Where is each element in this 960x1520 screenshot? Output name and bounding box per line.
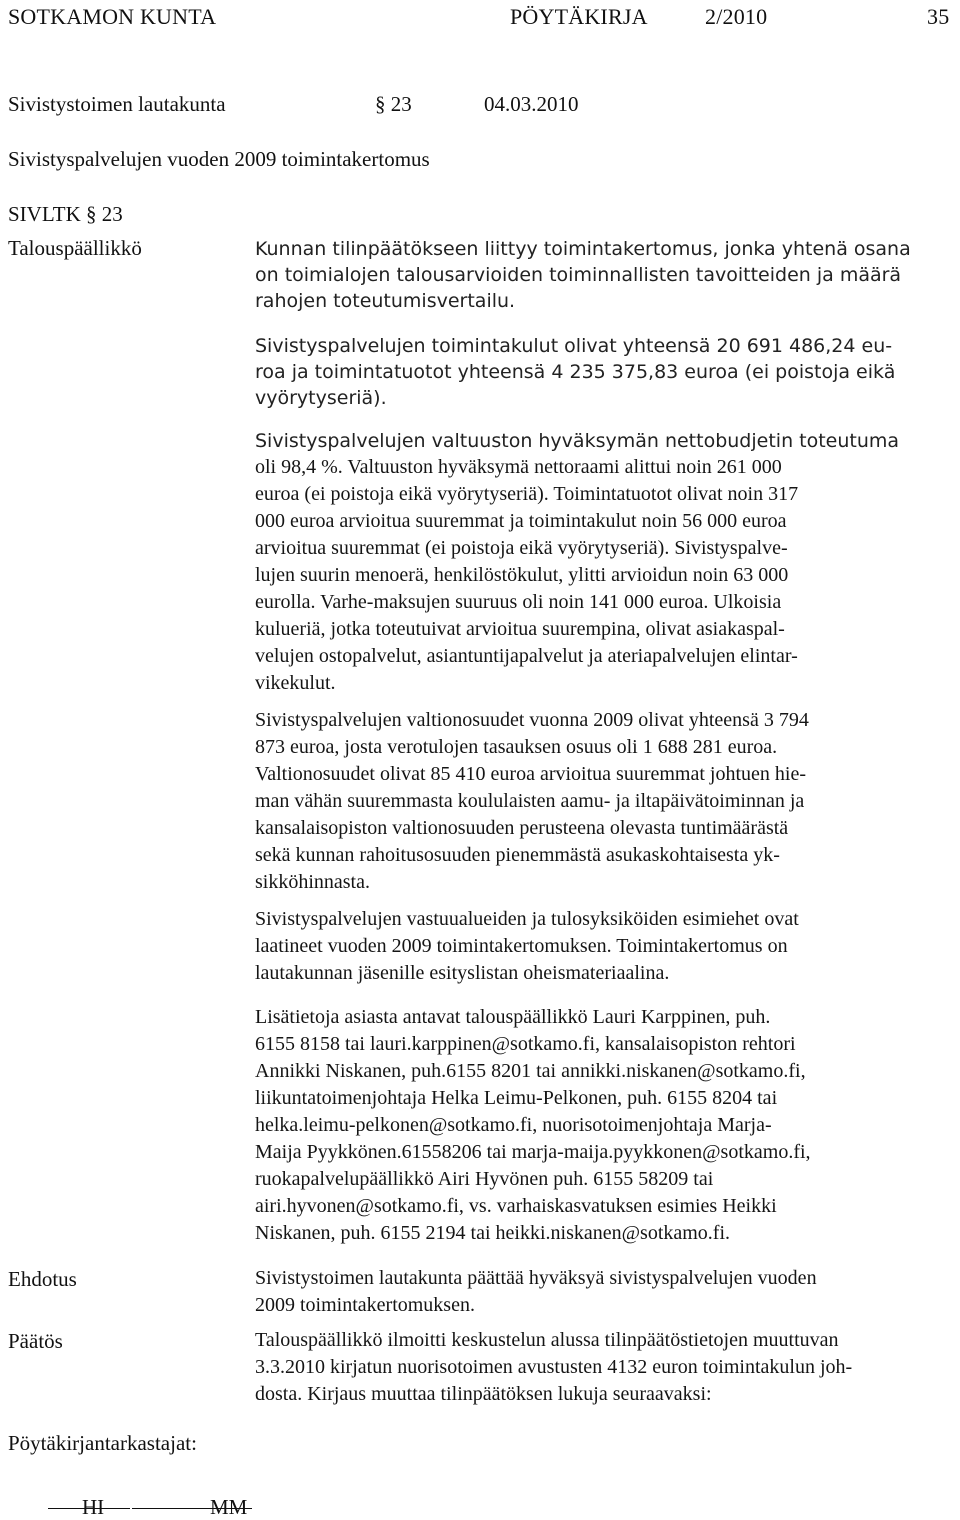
signature-initials-first: HI bbox=[82, 1495, 105, 1519]
document-title: Sivistyspalvelujen vuoden 2009 toimintakertomus bbox=[8, 147, 430, 171]
text-line: vyörytyseriä). bbox=[255, 387, 387, 409]
text-line: man vähän suuremmasta koululaisten aamu- ja iltapäivätoiminnan ja bbox=[255, 790, 805, 812]
text-line: Niskanen, puh. 6155 2194 tai heikki.niskanen@sotkamo.fi. bbox=[255, 1222, 731, 1244]
page-number: 35 bbox=[927, 4, 950, 29]
proposal-label: Ehdotus bbox=[8, 1267, 77, 1291]
text-line: roa ja toimintatuotot yhteensä 4 235 375,83 euroa (ei poistoja eikä bbox=[255, 361, 896, 383]
text-line: ruokapalvelupäällikkö Airi Hyvönen puh. 6155 58209 tai bbox=[255, 1168, 714, 1190]
text-line: 6155 8158 tai lauri.karppinen@sotkamo.fi, kansalaisopiston rehtori bbox=[255, 1033, 796, 1055]
text-line: Kunnan tilinpäätökseen liittyy toimintakertomus, jonka yhtenä osana bbox=[255, 238, 911, 260]
text-line: Lisätietoja asiasta antavat talouspäällikkö Lauri Karppinen, puh. bbox=[255, 1006, 771, 1028]
text-line: arvioitua suuremmat (ei poistoja eikä vyörytyseriä). Sivistyspalve- bbox=[255, 537, 788, 559]
text-line: eurolla. Varhe-maksujen suuruus oli noin 141 000 euroa. Ulkoisia bbox=[255, 591, 782, 613]
text-line: liikuntatoimenjohtaja Helka Leimu-Pelkonen, puh. 6155 8204 tai bbox=[255, 1087, 778, 1109]
text-line: kulueriä, jotka toteutuivat arvioitua suurempina, olivat asiakaspal- bbox=[255, 618, 785, 640]
text-line: Talouspäällikkö ilmoitti keskustelun alussa tilinpäätöstietojen muuttuvan bbox=[255, 1329, 839, 1351]
text-line: on toimialojen talousarvioiden toiminnallisten tavoitteiden ja määrä bbox=[255, 264, 902, 286]
text-line: sikköhinnasta. bbox=[255, 871, 370, 893]
text-line: lautakunnan jäsenille esityslistan oheismateriaalina. bbox=[255, 962, 670, 984]
organization-name: SOTKAMON KUNTA bbox=[8, 4, 217, 29]
text-line: kansalaisopiston valtionosuuden perusteena olevasta tuntimäärästä bbox=[255, 817, 789, 839]
document-number: 2/2010 bbox=[705, 4, 768, 29]
text-line: euroa (ei poistoja eikä vyörytyseriä). Toimintatuotot olivat noin 317 bbox=[255, 483, 799, 505]
text-line: Sivistyspalvelujen valtionosuudet vuonna 2009 olivat yhteensä 3 794 bbox=[255, 709, 809, 731]
meeting-date: 04.03.2010 bbox=[484, 92, 579, 116]
text-line: oli 98,4 %. Valtuuston hyväksymä nettoraami alittui noin 261 000 bbox=[255, 456, 782, 478]
text-line: 2009 toimintakertomuksen. bbox=[255, 1294, 475, 1316]
text-line: Sivistyspalvelujen valtuuston hyväksymän nettobudjetin toteutuma bbox=[255, 430, 900, 452]
text-line: 873 euroa, josta verotulojen tasauksen osuus oli 1 688 281 euroa. bbox=[255, 736, 778, 758]
text-line: laatineet vuoden 2009 toimintakertomuksen. Toimintakertomus on bbox=[255, 935, 788, 957]
presenter-label: Talouspäällikkö bbox=[8, 236, 142, 260]
document-type: PÖYTÄKIRJA bbox=[510, 4, 648, 29]
text-line: Sivistyspalvelujen toimintakulut olivat yhteensä 20 691 486,24 eu- bbox=[255, 335, 893, 357]
text-line: airi.hyvonen@sotkamo.fi, vs. varhaiskasvatuksen esimies Heikki bbox=[255, 1195, 777, 1217]
text-line: vikekulut. bbox=[255, 672, 336, 694]
text-line: sekä kunnan rahoitusosuuden pienemmästä asukaskohtaisesta yk- bbox=[255, 844, 780, 866]
text-line: velujen ostopalvelut, asiantuntijapalvelut ja ateriapalvelujen elintar- bbox=[255, 645, 798, 667]
text-line: Maija Pyykkönen.61558206 tai marja-maija.pyykkonen@sotkamo.fi, bbox=[255, 1141, 811, 1163]
signature-initials-second: MM bbox=[210, 1495, 248, 1519]
examiners-label: Pöytäkirjantarkastajat: bbox=[8, 1431, 197, 1455]
text-line: lujen suurin menoerä, henkilöstökulut, ylitti arvioidun noin 63 000 bbox=[255, 564, 789, 586]
section-number: § 23 bbox=[375, 92, 412, 116]
text-line: rahojen toteutumisvertailu. bbox=[255, 290, 516, 312]
text-line: Sivistystoimen lautakunta päättää hyväksyä sivistyspalvelujen vuoden bbox=[255, 1267, 817, 1289]
section-reference: SIVLTK § 23 bbox=[8, 202, 123, 226]
board-name: Sivistystoimen lautakunta bbox=[8, 92, 226, 116]
text-line: 000 euroa arvioitua suuremmat ja toimintakulut noin 56 000 euroa bbox=[255, 510, 787, 532]
text-line: helka.leimu-pelkonen@sotkamo.fi, nuorisotoimenjohtaja Marja- bbox=[255, 1114, 772, 1136]
text-line: 3.3.2010 kirjatun nuorisotoimen avustusten 4132 euron toimintakulun joh- bbox=[255, 1356, 853, 1378]
text-line: Sivistyspalvelujen vastuualueiden ja tulosyksiköiden esimiehet ovat bbox=[255, 908, 799, 930]
decision-label: Päätös bbox=[8, 1329, 63, 1353]
text-line: dosta. Kirjaus muuttaa tilinpäätöksen lukuja seuraavaksi: bbox=[255, 1383, 712, 1405]
text-line: Annikki Niskanen, puh.6155 8201 tai annikki.niskanen@sotkamo.fi, bbox=[255, 1060, 806, 1082]
text-line: Valtionosuudet olivat 85 410 euroa arvioitua suuremmat johtuen hie- bbox=[255, 763, 806, 785]
